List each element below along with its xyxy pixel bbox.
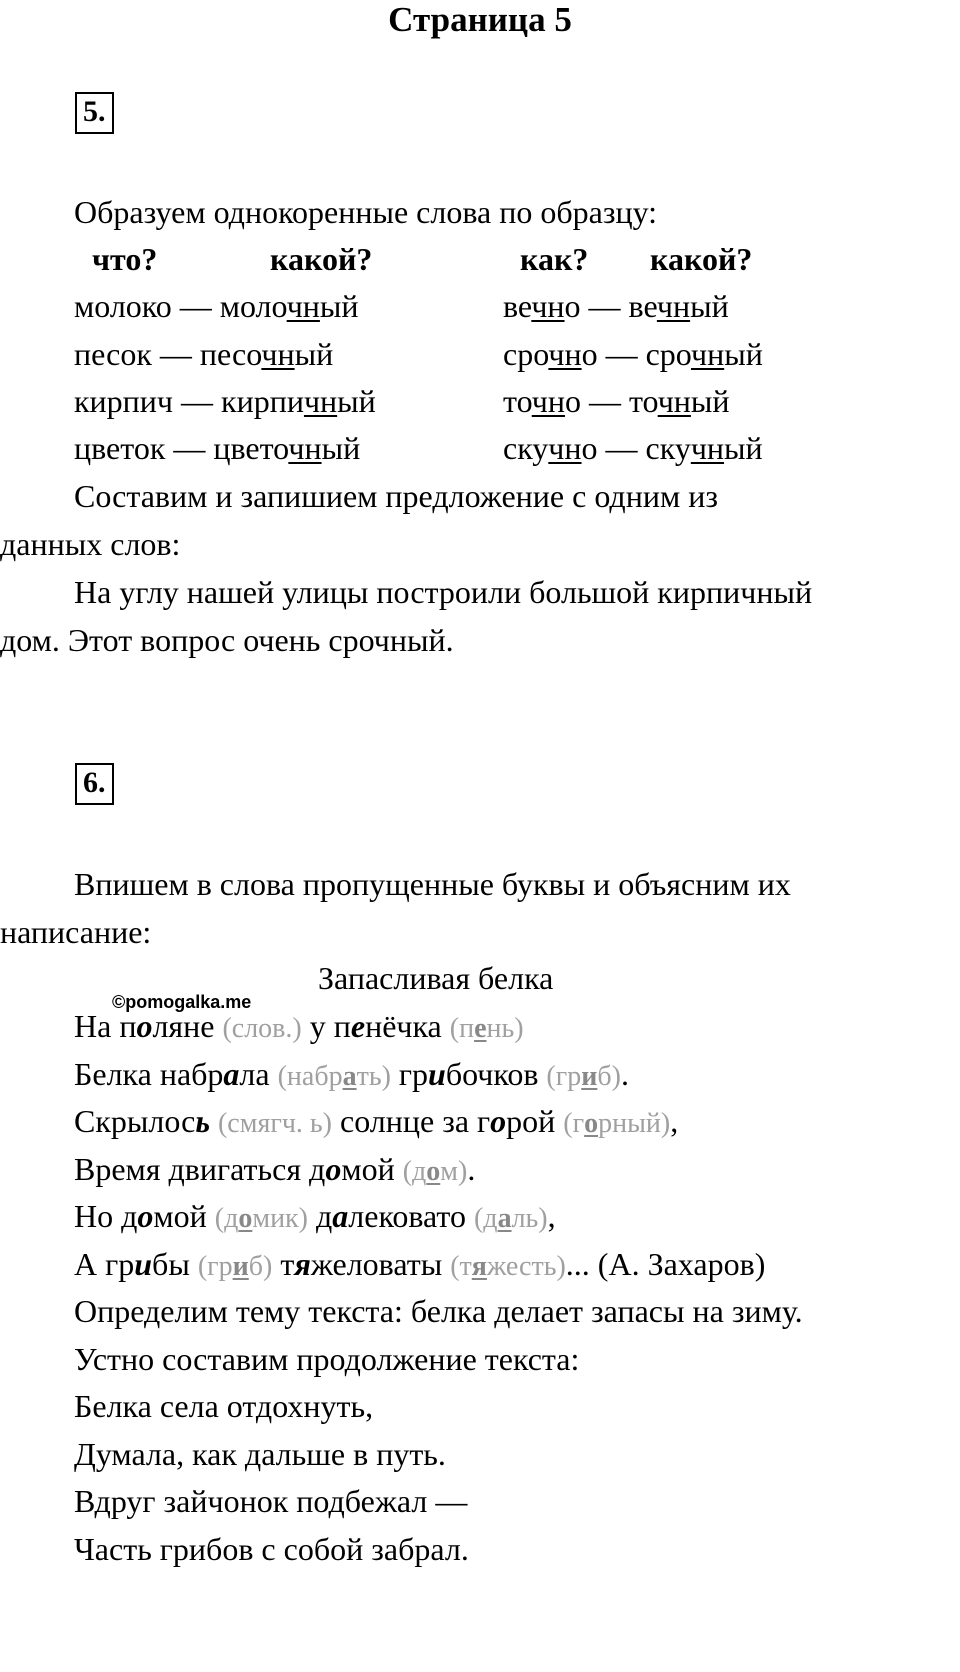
header-which-right: какой? bbox=[650, 241, 753, 277]
word-pair-left: кирпич — кирпичный bbox=[74, 383, 376, 419]
watermark: ©pomogalka.me bbox=[112, 992, 252, 1012]
header-which-left: какой? bbox=[270, 241, 373, 277]
word-pair-right: скучно — скучный bbox=[503, 430, 763, 466]
text-continuation-intro: Устно составим продолжение текста: bbox=[74, 1341, 580, 1377]
ex6-intro-cont: написание: bbox=[0, 914, 152, 950]
poem-line: Скрылось (смягч. ь) солнце за горой (горный), bbox=[74, 1103, 679, 1139]
poem-line: Но домой (домик) далековато (даль), bbox=[74, 1198, 556, 1234]
ex5-paragraph-2-cont: дом. Этот вопрос очень срочный. bbox=[0, 622, 454, 658]
word-pair-left: цветок — цветочный bbox=[74, 430, 361, 466]
word-pair-left: песок — песочный bbox=[74, 336, 334, 372]
poem-line: А грибы (гриб) тяжеловаты (тяжесть)... (А. Захаров) bbox=[74, 1246, 766, 1282]
text-topic: Определим тему текста: белка делает запасы на зиму. bbox=[74, 1293, 803, 1329]
exercise-number-5: 5. bbox=[75, 92, 114, 134]
ex5-paragraph-1-cont: данных слов: bbox=[0, 526, 181, 562]
exercise-number-6: 6. bbox=[75, 763, 114, 805]
word-pair-right: срочно — срочный bbox=[503, 336, 763, 372]
continuation-line: Вдруг зайчонок подбежал — bbox=[74, 1483, 468, 1519]
continuation-line: Белка села отдохнуть, bbox=[74, 1388, 374, 1424]
poem-title: Запасливая белка bbox=[318, 960, 554, 996]
continuation-line: Думала, как дальше в путь. bbox=[74, 1436, 446, 1472]
word-pair-right: вечно — вечный bbox=[503, 288, 729, 324]
poem-line: На поляне (слов.) у пенёчка (пень) bbox=[74, 1008, 524, 1044]
header-what: что? bbox=[92, 241, 158, 277]
word-pair-left: молоко — молочный bbox=[74, 288, 359, 324]
continuation-line: Часть грибов с собой забрал. bbox=[74, 1531, 469, 1567]
poem-line: Время двигаться домой (дом). bbox=[74, 1151, 476, 1187]
word-pair-right: точно — точный bbox=[503, 383, 730, 419]
ex5-paragraph-1: Составим и запишием предложение с одним из bbox=[74, 478, 718, 514]
ex5-intro: Образуем однокоренные слова по образцу: bbox=[74, 194, 658, 230]
ex5-paragraph-2: На углу нашей улицы построили большой кирпичный bbox=[74, 574, 813, 610]
page-title: Страница 5 bbox=[388, 0, 572, 39]
ex6-intro: Впишем в слова пропущенные буквы и объясним их bbox=[74, 866, 791, 902]
header-how: как? bbox=[520, 241, 589, 277]
poem-line: Белка набрала (набрать) грибочков (гриб). bbox=[74, 1056, 629, 1092]
